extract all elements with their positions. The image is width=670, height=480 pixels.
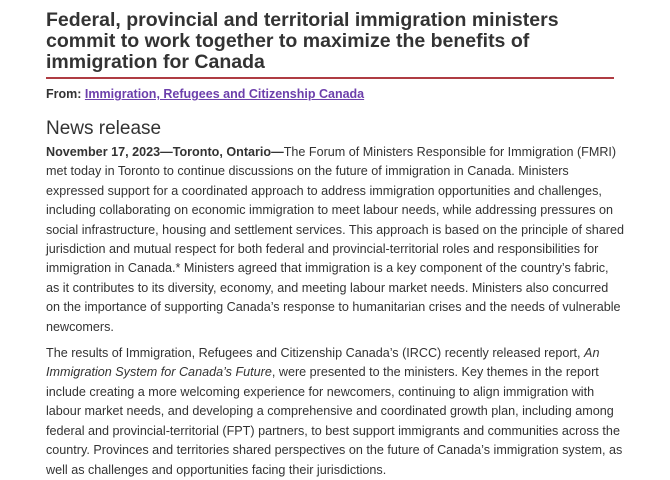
section-heading: News release: [46, 118, 162, 139]
paragraph-1: [46, 143, 624, 337]
from-label: From:: [46, 87, 82, 101]
department-link[interactable]: Immigration, Refugees and Citizenship Canada: [84, 87, 365, 101]
paragraph-2-text-start: The results of Immigration, Refugees and Citizenship Canada’s (IRCC) recently released report,: [46, 346, 585, 361]
report-title: An Immigration System for Canada’s Future: [46, 346, 600, 380]
page-title: Federal, provincial and territorial immigration ministers commit to work together to maximize the benefits of immigration for Canada: [46, 10, 614, 79]
paragraph-2-text-end: , were presented to the ministers. Key themes in the report include creating a more welcoming experience for newcomers, continuing to align immigration with labour market needs, and developing a comprehensive and coordinated growth plan, including among federal and provincial-territorial (FPT) partners, to best support immigrants and communities across the country. Provinces and territories shared perspectives on the future of Canada’s immigration system, as well as challenges and opportunities facing their jurisdictions.: [46, 365, 623, 477]
dateline: November 17, 2023—Toronto, Ontario—: [46, 145, 284, 159]
paragraph-1-text: The Forum of Ministers Responsible for Immigration (FMRI) met today in Toronto to continue discussions on the future of immigration in Canada. Ministers expressed support for a coordinated approach to address immigration opportunities and challenges, including collaborating on economic immigration to meet labour needs, while addressing pressures on social infrastructure, housing and settlement services. This approach is based on the principle of shared jurisdiction and mutual respect for both federal and provincial-territorial roles and responsibilities for immigration in Canada.* Ministers agreed that immigration is a key component of the country’s fabric, as it contributes to its diversity, economy, and meeting labour market needs. Ministers also concurred on the importance of supporting Canada’s response to humanitarian crises and the needs of vulnerable newcomers.: [46, 145, 624, 334]
from-line: [46, 86, 626, 102]
paragraph-2: [46, 344, 624, 480]
